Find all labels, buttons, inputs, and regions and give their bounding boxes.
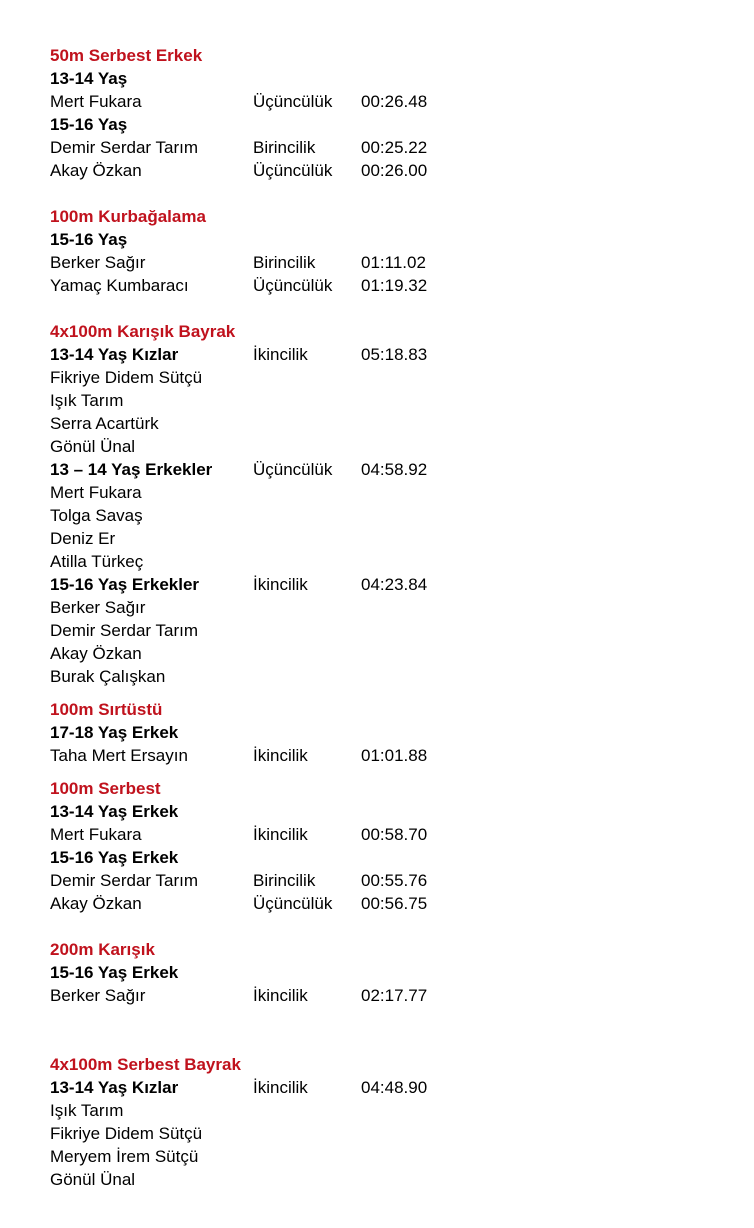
result-row xyxy=(50,1122,730,1145)
age-group-row xyxy=(50,458,730,481)
race-time: 01:01.88 xyxy=(361,746,428,765)
event-heading xyxy=(50,698,730,721)
result-row xyxy=(50,504,730,527)
age-group-label: 13-14 Yaş xyxy=(50,69,128,88)
age-group-row xyxy=(50,67,730,90)
results-document xyxy=(50,44,730,1191)
age-group-row xyxy=(50,721,730,744)
swimmer-name: Atilla Türkeç xyxy=(50,552,144,571)
placement: Üçüncülük xyxy=(253,460,333,479)
event-title: 100m Serbest xyxy=(50,779,161,798)
age-group-row xyxy=(50,800,730,823)
result-row xyxy=(50,619,730,642)
result-row xyxy=(50,481,730,504)
swimmer-name: Taha Mert Ersayın xyxy=(50,746,188,765)
result-row xyxy=(50,642,730,665)
spacer xyxy=(50,767,730,777)
swimmer-name: Gönül Ünal xyxy=(50,437,136,456)
age-group-row xyxy=(50,228,730,251)
age-group-label: 15-16 Yaş Erkek xyxy=(50,963,179,982)
swimmer-name: Akay Özkan xyxy=(50,644,142,663)
swimmer-name: Mert Fukara xyxy=(50,825,142,844)
swimmer-name: Işık Tarım xyxy=(50,1101,124,1120)
placement: Üçüncülük xyxy=(253,92,333,111)
swimmer-name: Deniz Er xyxy=(50,529,116,548)
result-row xyxy=(50,596,730,619)
race-time: 00:25.22 xyxy=(361,138,428,157)
placement: Üçüncülük xyxy=(253,161,333,180)
age-group-row xyxy=(50,113,730,136)
spacer xyxy=(50,1007,730,1030)
spacer xyxy=(50,1030,730,1053)
result-row xyxy=(50,665,730,688)
race-time: 01:19.32 xyxy=(361,276,428,295)
swimmer-name: Demir Serdar Tarım xyxy=(50,871,198,890)
placement: İkincilik xyxy=(253,345,308,364)
age-group-label: 15-16 Yaş Erkekler xyxy=(50,575,200,594)
event-heading xyxy=(50,320,730,343)
swimmer-name: Berker Sağır xyxy=(50,986,146,1005)
spacer xyxy=(50,297,730,320)
age-group-label: 13-14 Yaş Kızlar xyxy=(50,1078,179,1097)
result-row xyxy=(50,1099,730,1122)
swimmer-name: Işık Tarım xyxy=(50,391,124,410)
event-title: 100m Sırtüstü xyxy=(50,700,163,719)
result-row xyxy=(50,1168,730,1191)
race-time: 00:56.75 xyxy=(361,894,428,913)
placement: İkincilik xyxy=(253,825,308,844)
event-title: 50m Serbest Erkek xyxy=(50,46,203,65)
result-row xyxy=(50,869,730,892)
race-time: 00:58.70 xyxy=(361,825,428,844)
age-group-label: 13 – 14 Yaş Erkekler xyxy=(50,460,213,479)
result-row xyxy=(50,823,730,846)
swimmer-name: Meryem İrem Sütçü xyxy=(50,1147,199,1166)
result-row xyxy=(50,366,730,389)
race-time: 05:18.83 xyxy=(361,345,428,364)
placement: İkincilik xyxy=(253,746,308,765)
swimmer-name: Serra Acartürk xyxy=(50,414,159,433)
age-group-label: 15-16 Yaş xyxy=(50,230,128,249)
result-row xyxy=(50,274,730,297)
swimmer-name: Gönül Ünal xyxy=(50,1170,136,1189)
result-row xyxy=(50,412,730,435)
result-row xyxy=(50,527,730,550)
age-group-row xyxy=(50,343,730,366)
age-group-row xyxy=(50,846,730,869)
race-time: 01:11.02 xyxy=(361,253,426,272)
race-time: 04:23.84 xyxy=(361,575,428,594)
swimmer-name: Fikriye Didem Sütçü xyxy=(50,368,203,387)
swimmer-name: Fikriye Didem Sütçü xyxy=(50,1124,203,1143)
placement: İkincilik xyxy=(253,575,308,594)
placement: Birincilik xyxy=(253,138,316,157)
event-title: 100m Kurbağalama xyxy=(50,207,206,226)
event-title: 4x100m Serbest Bayrak xyxy=(50,1055,241,1074)
swimmer-name: Akay Özkan xyxy=(50,161,142,180)
swimmer-name: Demir Serdar Tarım xyxy=(50,621,198,640)
age-group-label: 13-14 Yaş Kızlar xyxy=(50,345,179,364)
swimmer-name: Akay Özkan xyxy=(50,894,142,913)
swimmer-name: Yamaç Kumbaracı xyxy=(50,276,189,295)
event-heading xyxy=(50,44,730,67)
race-time: 04:48.90 xyxy=(361,1078,428,1097)
age-group-row xyxy=(50,1076,730,1099)
result-row xyxy=(50,159,730,182)
placement: İkincilik xyxy=(253,986,308,1005)
event-heading xyxy=(50,1053,730,1076)
race-time: 00:26.00 xyxy=(361,161,428,180)
race-time: 00:55.76 xyxy=(361,871,428,890)
age-group-row xyxy=(50,961,730,984)
result-row xyxy=(50,1145,730,1168)
race-time: 04:58.92 xyxy=(361,460,428,479)
spacer xyxy=(50,182,730,205)
event-heading xyxy=(50,938,730,961)
result-row xyxy=(50,435,730,458)
result-row xyxy=(50,251,730,274)
event-heading xyxy=(50,205,730,228)
event-heading xyxy=(50,777,730,800)
event-title: 200m Karışık xyxy=(50,940,155,959)
spacer xyxy=(50,688,730,698)
swimmer-name: Berker Sağır xyxy=(50,253,146,272)
result-row xyxy=(50,892,730,915)
swimmer-name: Burak Çalışkan xyxy=(50,667,166,686)
spacer xyxy=(50,915,730,938)
race-time: 02:17.77 xyxy=(361,986,428,1005)
result-row xyxy=(50,550,730,573)
swimmer-name: Demir Serdar Tarım xyxy=(50,138,198,157)
swimmer-name: Berker Sağır xyxy=(50,598,146,617)
result-row xyxy=(50,984,730,1007)
placement: Birincilik xyxy=(253,871,316,890)
result-row xyxy=(50,744,730,767)
race-time: 00:26.48 xyxy=(361,92,428,111)
placement: Üçüncülük xyxy=(253,894,333,913)
result-row xyxy=(50,136,730,159)
placement: İkincilik xyxy=(253,1078,308,1097)
placement: Üçüncülük xyxy=(253,276,333,295)
age-group-label: 15-16 Yaş Erkek xyxy=(50,848,179,867)
swimmer-name: Mert Fukara xyxy=(50,483,142,502)
age-group-label: 13-14 Yaş Erkek xyxy=(50,802,179,821)
result-row xyxy=(50,90,730,113)
placement: Birincilik xyxy=(253,253,316,272)
age-group-row xyxy=(50,573,730,596)
swimmer-name: Tolga Savaş xyxy=(50,506,143,525)
swimmer-name: Mert Fukara xyxy=(50,92,142,111)
event-title: 4x100m Karışık Bayrak xyxy=(50,322,236,341)
result-row xyxy=(50,389,730,412)
age-group-label: 17-18 Yaş Erkek xyxy=(50,723,179,742)
age-group-label: 15-16 Yaş xyxy=(50,115,128,134)
